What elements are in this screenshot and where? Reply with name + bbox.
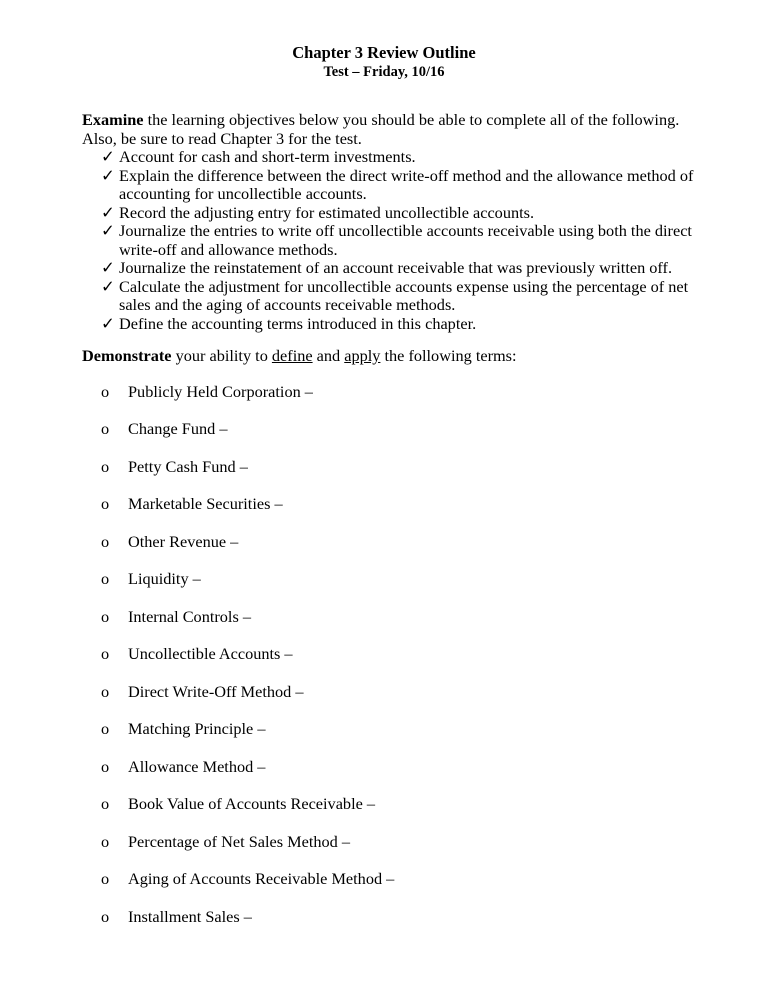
- bullet-icon: o: [101, 831, 110, 851]
- bullet-icon: o: [101, 719, 110, 738]
- intro-lead: Examine: [82, 110, 144, 129]
- objective-text: Define the accounting terms introduced in this chapter.: [119, 313, 477, 333]
- checkmark-icon: ✓: [101, 313, 115, 333]
- term-text: Installment Sales –: [128, 906, 252, 926]
- term-text: Percentage of Net Sales Method –: [128, 831, 350, 851]
- demonstrate-lead: Demonstrate: [82, 346, 172, 365]
- term-item: [101, 569, 702, 607]
- term-text: Direct Write-Off Method –: [128, 681, 304, 701]
- term-item: [101, 869, 702, 907]
- term-item: [101, 832, 702, 870]
- term-text: Allowance Method –: [128, 756, 266, 776]
- objective-text: Explain the difference between the direct write-off method and the allowance method of accounting for uncollectible accounts.: [119, 165, 694, 203]
- objective-text: Calculate the adjustment for uncollectible accounts expense using the percentage of net sales and the aging of accounts receivable methods.: [119, 276, 689, 314]
- term-item: [101, 794, 702, 832]
- bullet-icon: o: [101, 494, 110, 513]
- term-text: Uncollectible Accounts –: [128, 644, 293, 663]
- term-item: [101, 419, 702, 457]
- term-text: Aging of Accounts Receivable Method –: [128, 869, 395, 888]
- objective-item: [101, 167, 702, 204]
- checkmark-icon: ✓: [101, 276, 115, 296]
- term-text: Publicly Held Corporation –: [128, 381, 313, 401]
- objective-text: Journalize the reinstatement of an account receivable that was previously written off.: [119, 258, 673, 277]
- bullet-icon: o: [101, 794, 110, 813]
- term-text: Internal Controls –: [128, 606, 251, 626]
- demonstrate-text: your ability to: [171, 346, 272, 365]
- term-item: [101, 907, 702, 945]
- term-item: [101, 457, 702, 495]
- objective-text: Journalize the entries to write off uncollectible accounts receivable using both the direct write-off and allowance methods.: [119, 221, 692, 259]
- term-text: Petty Cash Fund –: [128, 456, 248, 476]
- bullet-icon: o: [101, 381, 110, 401]
- objective-item: [101, 204, 702, 223]
- checkmark-icon: ✓: [101, 147, 115, 166]
- term-item: [101, 382, 702, 420]
- term-text: Matching Principle –: [128, 719, 266, 738]
- bullet-icon: o: [101, 681, 110, 701]
- checkmark-icon: ✓: [101, 165, 115, 185]
- define-underlined: define: [271, 346, 313, 365]
- bullet-icon: o: [101, 419, 110, 438]
- term-text: Other Revenue –: [128, 531, 239, 551]
- term-item: [101, 494, 702, 532]
- intro-paragraph: [82, 111, 702, 148]
- demonstrate-paragraph: [82, 347, 702, 366]
- objective-text: Account for cash and short-term investments.: [119, 147, 416, 166]
- term-text: Book Value of Accounts Receivable –: [128, 794, 376, 813]
- checkmark-icon: ✓: [101, 202, 115, 222]
- bullet-icon: o: [101, 869, 110, 888]
- term-item: [101, 757, 702, 795]
- term-text: Change Fund –: [128, 419, 228, 438]
- apply-underlined: apply: [344, 346, 381, 365]
- objectives-list: [82, 148, 702, 333]
- bullet-icon: o: [101, 456, 110, 476]
- bullet-icon: o: [101, 756, 110, 776]
- objective-item: [101, 278, 702, 315]
- term-text: Liquidity –: [128, 569, 201, 588]
- intro-text: the learning objectives below you should be able to complete all of the following. Also, be sure to read Chapter 3 for the test.: [82, 110, 680, 148]
- term-item: [101, 719, 702, 757]
- term-item: [101, 644, 702, 682]
- checkmark-icon: ✓: [101, 258, 115, 277]
- bullet-icon: o: [101, 606, 110, 626]
- term-item: [101, 532, 702, 570]
- term-text: Marketable Securities –: [128, 494, 283, 513]
- objective-text: Record the adjusting entry for estimated uncollectible accounts.: [119, 202, 535, 222]
- objective-item: [101, 259, 702, 278]
- bullet-icon: o: [101, 569, 110, 588]
- demonstrate-text: and: [312, 346, 345, 365]
- term-item: [101, 607, 702, 645]
- bullet-icon: o: [101, 531, 110, 551]
- demonstrate-text: the following terms:: [380, 346, 517, 365]
- objective-item: [101, 148, 702, 167]
- bullet-icon: o: [101, 906, 110, 926]
- objective-item: [101, 315, 702, 334]
- page-title: Chapter 3 Review Outline: [292, 43, 476, 62]
- checkmark-icon: ✓: [101, 221, 115, 240]
- page-subtitle: Test – Friday, 10/16: [323, 64, 445, 80]
- objective-item: [101, 222, 702, 259]
- terms-list: [82, 382, 702, 945]
- term-item: [101, 682, 702, 720]
- bullet-icon: o: [101, 644, 110, 663]
